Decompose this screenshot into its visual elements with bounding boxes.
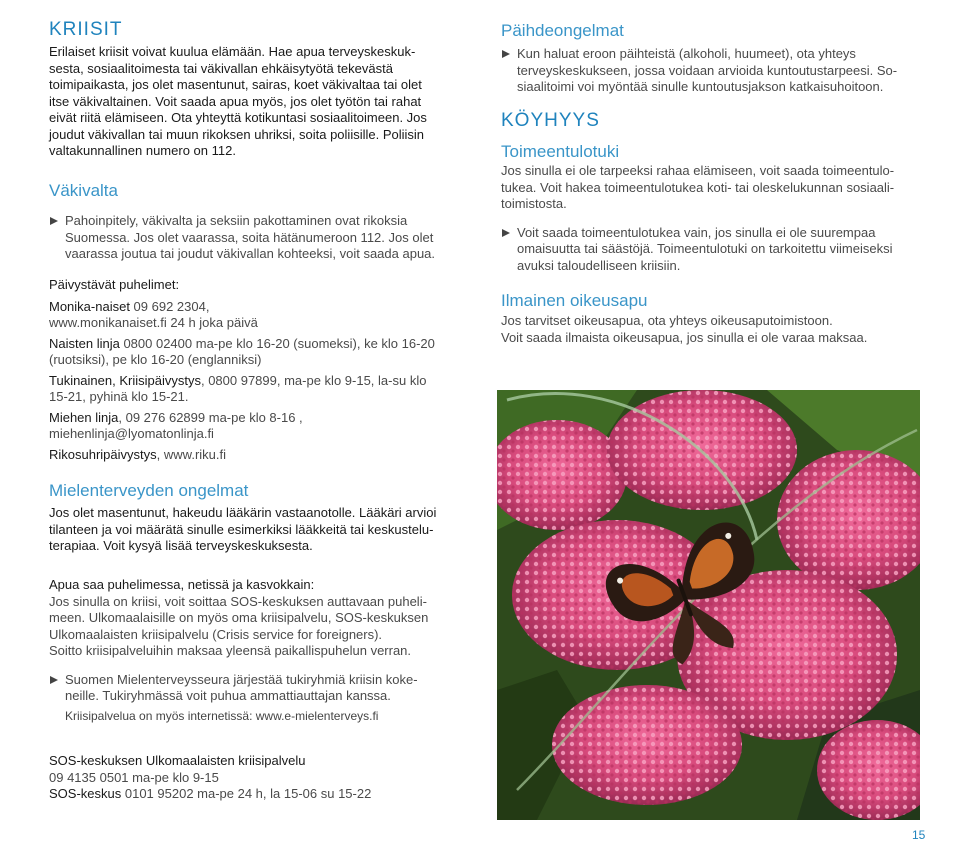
oikeusapu-section: [501, 291, 921, 346]
koyhyys-section: [501, 110, 921, 274]
phone-entry: [49, 447, 469, 464]
kriisit-line: joudut väkivallan tai muun rikoksen uhriksi, soita poliisille. Poliisin: [49, 126, 425, 142]
bullet-line: Suomen Mielenterveysseura järjestää tukiryhmiä kriisin koke-: [65, 671, 418, 687]
koyhyys-line: toimistosta.: [501, 196, 567, 211]
bullet-triangle-icon: [502, 229, 510, 237]
kriisit-line: toimipaikasta, jos olet masentunut, sairas, koet väkivaltaa tai olet: [49, 77, 422, 92]
sos-detail: 0101 95202 ma-pe 24 h, la 15-06 su 15-22: [121, 786, 372, 801]
phone-entry-line2: 15-21, pyhinä klo 15-21.: [49, 389, 189, 404]
bullet-line: neille. Tukiryhmässä voit puhua ammattiauttajan kanssa.: [65, 688, 391, 703]
bullet-line: avuksi taloudelliseen kriisiin.: [517, 257, 681, 273]
kriisit-line: sesta, sosiaalitoimesta tai väkivallan ehkäisytyötä tekevästä: [49, 60, 393, 76]
paihde-heading: Päihdeongelmat: [501, 21, 624, 40]
kriisit-line: valtakunnallinen numero on 112.: [49, 143, 236, 158]
phones-section: [49, 277, 469, 463]
paihde-bullet: [501, 46, 921, 96]
apua-line: Ulkomaalaisten kriisipalvelu (Crisis service for foreigners).: [49, 626, 383, 642]
bullet-triangle-icon: [502, 50, 510, 58]
phone-entry-name: Miehen linja: [49, 409, 119, 425]
butterfly-flower-illustration: [497, 390, 920, 820]
oikeusapu-line: Jos tarvitset oikeusapua, ota yhteys oikeusaputoimistoon.: [501, 313, 833, 328]
koyhyys-heading: KÖYHYYS: [501, 110, 600, 131]
oikeusapu-heading: Ilmainen oikeusapu: [501, 291, 648, 310]
vakivalta-bullet: [49, 213, 469, 263]
kriisit-heading: KRIISIT: [49, 19, 123, 40]
oikeusapu-line: Voit saada ilmaista oikeusapua, jos sinulla ei ole varaa maksaa.: [501, 329, 868, 345]
sos-line: [49, 786, 469, 803]
bullet-triangle-icon: [50, 217, 58, 225]
mielenterveys-heading: Mielenterveyden ongelmat: [49, 481, 249, 500]
bullet-line: omaisuutta tai säästöjä. Toimeentulotuki on tarkoitettu viimeiseksi: [517, 241, 893, 256]
koyhyys-line: Jos sinulla ei ole tarpeeksi rahaa elämiseen, voit saada toimeentulo-: [501, 163, 895, 178]
toimeentulotuki-heading: Toimeentulotuki: [501, 142, 620, 161]
phone-entry: [49, 299, 469, 316]
vakivalta-heading: Väkivalta: [49, 181, 118, 200]
phone-entry: [49, 410, 469, 427]
phone-entry: [49, 373, 469, 390]
phone-entry-line2: (ruotsiksi), pe klo 16-20 (englanniksi): [49, 352, 262, 367]
mielenterveys-line: terapiaa. Voit kysyä lisää terveyskeskuksesta.: [49, 538, 313, 553]
bullet-line: Kun haluat eroon päihteistä (alkoholi, huumeet), ota yhteys: [517, 46, 856, 61]
phone-entry-line2: miehenlinja@lyomatonlinja.fi: [49, 426, 214, 441]
koyhyys-line: tukea. Voit hakea toimeentulotukea koti- tai oleskelukunnan sosiaali-: [501, 179, 895, 195]
butterfly-flower-photo: [497, 390, 920, 820]
phone-entry-detail: 09 692 2304,: [129, 298, 210, 314]
vakivalta-section: [49, 181, 469, 263]
apua-line: meen. Ulkomaalaisille on myös oma kriisipalvelu, SOS-keskuksen: [49, 610, 429, 625]
phone-entry-detail: , www.riku.fi: [156, 446, 226, 462]
kriisit-line: eivät riitä elämiseen. Ota yhteyttä kotikuntasi sosiaalitoimeen. Jos: [49, 110, 427, 125]
apua-section: [49, 577, 469, 724]
apua-note: Kriisipalvelua on myös internetissä: www.e-mielenterveys.fi: [65, 708, 379, 723]
paihde-section: [501, 21, 921, 96]
phone-entry-name: Tukinainen, Kriisipäivystys: [49, 372, 201, 388]
mielenterveys-section: [49, 481, 469, 555]
kriisit-line: itse väkivaltainen. Voit saada apua myös, jos olet työtön tai rahat: [49, 93, 422, 109]
sos-section: [49, 753, 469, 803]
bullet-line: siaalitoimi voi myöntää sinulle kuntoutusjakson katkaisuhoitoon.: [517, 79, 884, 94]
phone-entry-detail: 0800 02400 ma-pe klo 16-20 (suomeksi), ke klo 16-20: [119, 335, 435, 351]
kriisit-line: Erilaiset kriisit voivat kuulua elämään. Hae apua terveyskeskuk-: [49, 44, 416, 59]
apua-heading: Apua saa puhelimessa, netissä ja kasvokkain:: [49, 577, 315, 592]
flower-cluster: [552, 685, 742, 805]
sos-name: SOS-keskus: [49, 786, 122, 801]
phone-entry-line2: www.monikanaiset.fi 24 h joka päivä: [49, 315, 258, 330]
bullet-line: Suomessa. Jos olet vaarassa, soita hätänumeroon 112. Jos olet: [65, 229, 434, 245]
page-number: 15: [912, 828, 926, 842]
phone-entry-detail: , 0800 97899, ma-pe klo 9-15, la-su klo: [200, 372, 427, 388]
phone-entry-name: Rikosuhripäivystys: [49, 446, 157, 462]
phone-entry-name: Naisten linja: [49, 335, 120, 351]
apua-line: Soitto kriisipalveluihin maksaa yleensä paikallispuhelun verran.: [49, 643, 412, 658]
phone-entry-detail: , 09 276 62899 ma-pe klo 8-16 ,: [118, 409, 303, 425]
phones-heading: Päivystävät puhelimet:: [49, 277, 180, 292]
kriisit-section: [49, 19, 469, 160]
bullet-line: Pahoinpitely, väkivalta ja seksiin pakottaminen ovat rikoksia: [65, 213, 408, 228]
bullet-line: Voit saada toimeentulotukea vain, jos sinulla ei ole suurempaa: [517, 224, 876, 240]
apua-line: Jos sinulla on kriisi, voit soittaa SOS-keskuksen auttavaan puheli-: [49, 593, 427, 609]
phone-entry-name: Monika-naiset: [49, 298, 130, 314]
sos-phone: 09 4135 0501 ma-pe klo 9-15: [49, 769, 219, 785]
mielenterveys-line: Jos olet masentunut, hakeudu lääkärin vastaanotolle. Lääkäri arvioi: [49, 505, 437, 520]
mielenterveys-line: tilanteen ja voi määrätä sinulle esimerkiksi lääkkeitä tai keskustelu-: [49, 521, 434, 537]
koyhyys-bullet: [501, 225, 921, 275]
phone-entry: [49, 336, 469, 353]
bullet-line: terveyskeskukseen, jossa voidaan arvioida kuntoutustarpeesi. So-: [517, 62, 898, 78]
apua-bullet: [49, 672, 469, 724]
sos-heading: SOS-keskuksen Ulkomaalaisten kriisipalvelu: [49, 753, 306, 768]
bullet-triangle-icon: [50, 676, 58, 684]
bullet-line: vaarassa joutua tai joudut väkivallan kohteeksi, voit saada apua.: [65, 246, 436, 261]
